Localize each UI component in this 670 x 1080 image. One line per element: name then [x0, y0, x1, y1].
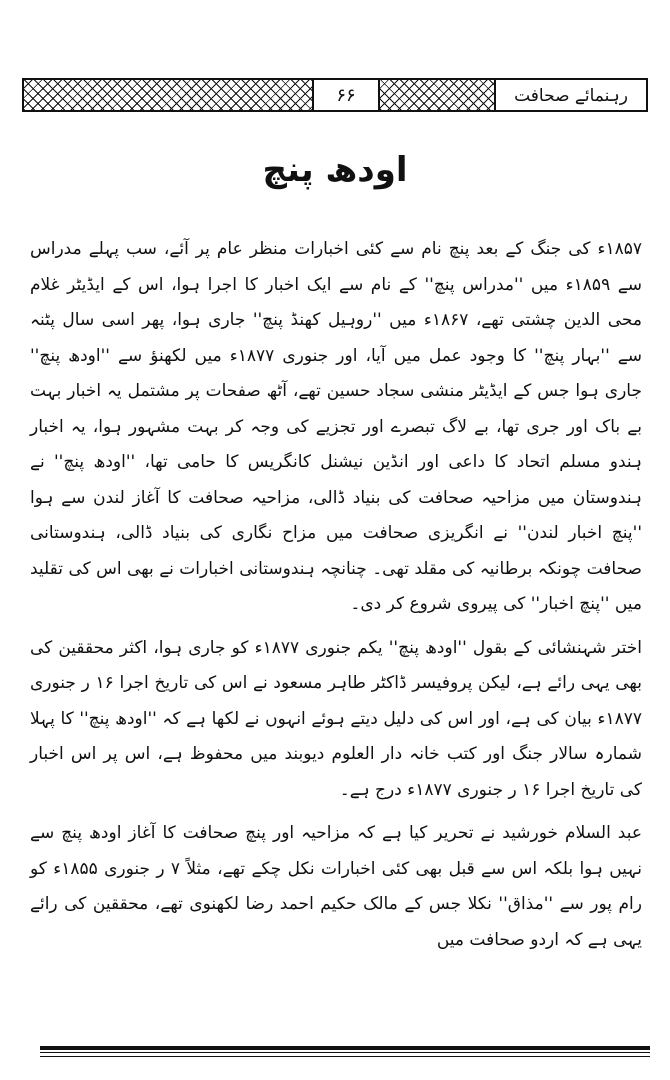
paragraph-2: اختر شہنشائی کے بقول ''اودھ پنچ'' یکم جنوری ۱۸۷۷ء کو جاری ہوا، اکثر محققین کی بھی یہی رائے ہے، لیکن پروفیسر ڈاکٹر طاہر مسعود نے اس کی تاریخ اجرا ۱۶ ر جنوری ۱۸۷۷ء بیان کی ہے، اور اس کی دلیل دیتے ہوئے انہوں نے لکھا ہے کہ ''اودھ پنچ'' کا پہلا شمارہ سالار جنگ اور کتب خانہ دار العلوم دیوبند میں محفوظ ہے، اس پر اس اخبار کی تاریخ اجرا ۱۶ ر جنوری ۱۸۷۷ء درج ہے۔	[30, 637, 642, 800]
paragraph-1: ۱۸۵۷ء کی جنگ کے بعد پنچ نام سے کئی اخبارات منظر عام پر آئے، سب پہلے مدراس سے ۱۸۵۹ء میں ''مدراس پنچ'' کے نام سے ایک اخبار کا اجرا ہوا، اس کے ایڈیٹر غلام محی الدین چشتی تھے، ۱۸۶۷ء میں ''روہیل کھنڈ پنچ'' جاری ہوا، پھر اسی سال پٹنہ سے ''بہار پنچ'' کا وجود عمل میں آیا، اور جنوری ۱۸۷۷ء میں لکھنؤ سے ''اودھ پنچ'' جاری ہوا جس کے ایڈیٹر منشی سجاد حسین تھے، آٹھ صفحات پر مشتمل یہ اخبار بہت بے باک اور جری تھا، بے لاگ تبصرے اور تجزیے کی وجہ کر بہت مشہور ہوا، یہ اخبار ہندو مسلم اتحاد کا داعی اور انڈین نیشنل کانگریس کا حامی تھا، ''اودھ پنچ'' نے ہندوستان میں مزاحیہ صحافت کی بنیاد ڈالی، مزاحیہ صحافت کا آغاز لندن سے ہوا ''پنچ اخبار لندن'' نے انگریزی صحافت میں مزاح نگاری کی بنیاد ڈالی، ہندوستانی صحافت چونکہ برطانیہ کی مقلد تھی۔ چنانچہ ہندوستانی اخبارات نے بھی اس کی تقلید میں ''پنچ اخبار'' کی پیروی شروع کر دی۔	[30, 239, 642, 614]
body-text	[30, 232, 642, 958]
footer-rule-thin	[40, 1052, 650, 1053]
paragraph-3: عبد السلام خورشید نے تحریر کیا ہے کہ مزاحیہ اور پنچ صحافت کا آغاز اودھ پنچ سے نہیں ہوا بلکہ اس سے قبل بھی کئی اخبارات نکل چکے تھے، مثلاً ۷ ر جنوری ۱۸۵۵ء کو رام پور سے ''مذاق'' نکلا جس کے مالک حکیم احمد رضا لکھنوی تھے، محققین کی رائے یہی ہے کہ اردو صحافت میں	[30, 823, 643, 950]
footer-rule-thick	[40, 1046, 650, 1050]
page-header	[22, 78, 648, 112]
chapter-title: اودھ پنچ	[262, 150, 408, 190]
running-title: رہنمائے صحافت	[494, 80, 646, 110]
page-number: ۶۶	[312, 80, 380, 110]
footer-rule-thin-2	[40, 1056, 650, 1057]
